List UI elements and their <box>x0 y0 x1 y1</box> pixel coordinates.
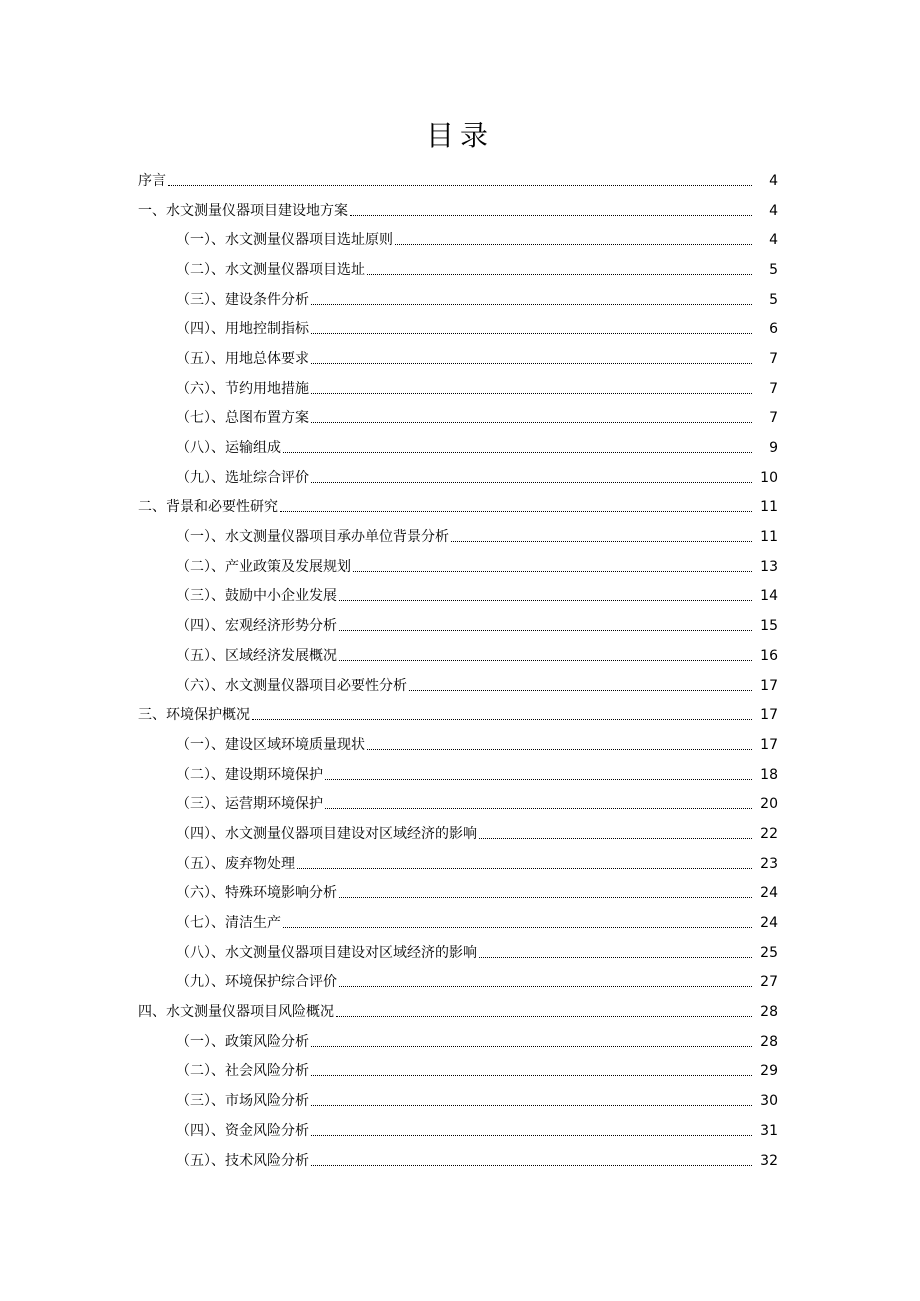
dot-leader <box>367 273 752 275</box>
toc-page-number: 14 <box>760 588 778 605</box>
dot-leader <box>339 985 752 987</box>
dot-leader <box>311 332 752 334</box>
toc-entry-text: （六）、节约用地措施 <box>176 380 309 397</box>
toc-entry-text: （九）、选址综合评价 <box>176 469 309 486</box>
toc-page-number: 5 <box>769 261 778 278</box>
toc-entry-text: 序言 <box>138 172 166 189</box>
toc-entry-text: （五）、用地总体要求 <box>176 350 309 367</box>
dot-leader <box>280 510 752 512</box>
dot-leader <box>283 926 752 928</box>
toc-page-number: 31 <box>760 1122 778 1139</box>
toc-entry-text: （五）、技术风险分析 <box>176 1152 309 1169</box>
dot-leader <box>311 362 752 364</box>
toc-entry-text: （三）、建设条件分析 <box>176 291 309 308</box>
toc-section-entry[interactable] <box>0 611 920 641</box>
toc-entry-text: （二）、水文测量仪器项目选址 <box>176 261 365 278</box>
toc-section-entry[interactable] <box>0 463 920 493</box>
toc-entry-text: （六）、水文测量仪器项目必要性分析 <box>176 677 407 694</box>
toc-page-number: 15 <box>760 618 778 635</box>
dot-leader <box>339 896 752 898</box>
toc-page-number: 11 <box>760 499 778 516</box>
toc-page-number: 18 <box>760 766 778 783</box>
dot-leader <box>479 837 752 839</box>
toc-page-number: 4 <box>769 172 778 189</box>
toc-entry-text: （五）、废弃物处理 <box>176 855 295 872</box>
toc-page-number: 22 <box>760 825 778 842</box>
toc-section-entry[interactable] <box>0 879 920 909</box>
toc-entry-text: （八）、运输组成 <box>176 440 281 457</box>
toc-section-entry[interactable] <box>0 433 920 463</box>
toc-page-number: 11 <box>760 529 778 546</box>
toc-entry-text: （四）、宏观经济形势分析 <box>176 618 337 635</box>
table-of-contents <box>0 166 920 1175</box>
toc-section-entry[interactable] <box>0 255 920 285</box>
toc-section-entry[interactable] <box>0 404 920 434</box>
dot-leader <box>325 807 752 809</box>
toc-section-entry[interactable] <box>0 1116 920 1146</box>
dot-leader <box>350 214 752 216</box>
toc-page-number: 9 <box>769 440 778 457</box>
toc-page-number: 4 <box>769 202 778 219</box>
dot-leader <box>252 718 752 720</box>
dot-leader <box>311 1045 752 1047</box>
toc-section-entry[interactable] <box>0 1027 920 1057</box>
toc-section-entry[interactable] <box>0 285 920 315</box>
toc-page-number: 17 <box>760 707 778 724</box>
toc-page-number: 24 <box>760 885 778 902</box>
toc-page-number: 7 <box>769 410 778 427</box>
toc-page-number: 32 <box>760 1152 778 1169</box>
toc-page-number: 25 <box>760 944 778 961</box>
toc-chapter-entry[interactable] <box>0 196 920 226</box>
toc-section-entry[interactable] <box>0 314 920 344</box>
dot-leader <box>311 421 752 423</box>
toc-page-number: 30 <box>760 1093 778 1110</box>
toc-entry-text: （三）、市场风险分析 <box>176 1093 309 1110</box>
toc-section-entry[interactable] <box>0 908 920 938</box>
toc-section-entry[interactable] <box>0 730 920 760</box>
toc-page-number: 27 <box>760 974 778 991</box>
dot-leader <box>325 778 752 780</box>
toc-entry-text: （四）、资金风险分析 <box>176 1122 309 1139</box>
dot-leader <box>311 1134 752 1136</box>
toc-entry-text: （一）、水文测量仪器项目选址原则 <box>176 232 393 249</box>
toc-entry-text: （二）、产业政策及发展规划 <box>176 558 351 575</box>
dot-leader <box>339 629 752 631</box>
dot-leader <box>409 689 752 691</box>
toc-page-number: 29 <box>760 1063 778 1080</box>
toc-entry-text: （一）、政策风险分析 <box>176 1033 309 1050</box>
toc-page-number: 4 <box>769 232 778 249</box>
toc-entry-text: （二）、社会风险分析 <box>176 1063 309 1080</box>
toc-chapter-entry[interactable] <box>0 997 920 1027</box>
toc-chapter-entry[interactable] <box>0 166 920 196</box>
toc-page-number: 13 <box>760 558 778 575</box>
toc-chapter-entry[interactable] <box>0 493 920 523</box>
dot-leader <box>311 303 752 305</box>
toc-page-number: 6 <box>769 321 778 338</box>
toc-entry-text: 四、水文测量仪器项目风险概况 <box>138 1004 334 1021</box>
dot-leader <box>367 748 752 750</box>
toc-section-entry[interactable] <box>0 552 920 582</box>
toc-section-entry[interactable] <box>0 938 920 968</box>
toc-entry-text: （八）、水文测量仪器项目建设对区域经济的影响 <box>176 944 477 961</box>
toc-entry-text: 一、水文测量仪器项目建设地方案 <box>138 202 348 219</box>
dot-leader <box>311 1074 752 1076</box>
toc-entry-text: （五）、区域经济发展概况 <box>176 647 337 664</box>
toc-section-entry[interactable] <box>0 344 920 374</box>
dot-leader <box>311 1104 752 1106</box>
toc-page-number: 17 <box>760 736 778 753</box>
toc-entry-text: （六）、特殊环境影响分析 <box>176 885 337 902</box>
dot-leader <box>283 451 752 453</box>
dot-leader <box>336 1015 752 1017</box>
toc-entry-text: （一）、水文测量仪器项目承办单位背景分析 <box>176 529 449 546</box>
toc-section-entry[interactable] <box>0 582 920 612</box>
toc-entry-text: 二、背景和必要性研究 <box>138 499 278 516</box>
toc-entry-text: 三、环境保护概况 <box>138 707 250 724</box>
toc-entry-text: （四）、水文测量仪器项目建设对区域经济的影响 <box>176 825 477 842</box>
toc-page-number: 28 <box>760 1004 778 1021</box>
toc-section-entry[interactable] <box>0 1057 920 1087</box>
dot-leader <box>451 540 752 542</box>
dot-leader <box>339 659 752 661</box>
toc-page-number: 16 <box>760 647 778 664</box>
toc-entry-text: （三）、鼓励中小企业发展 <box>176 588 337 605</box>
page-title: 目录 <box>425 119 494 152</box>
toc-section-entry[interactable] <box>0 968 920 998</box>
dot-leader <box>395 243 752 245</box>
toc-page-number: 23 <box>760 855 778 872</box>
toc-page-number: 5 <box>769 291 778 308</box>
toc-entry-text: （七）、清洁生产 <box>176 915 281 932</box>
toc-entry-text: （四）、用地控制指标 <box>176 321 309 338</box>
toc-page-number: 7 <box>769 350 778 367</box>
toc-section-entry[interactable] <box>0 374 920 404</box>
toc-page-number: 20 <box>760 796 778 813</box>
toc-entry-text: （一）、建设区域环境质量现状 <box>176 736 365 753</box>
dot-leader <box>168 184 752 186</box>
toc-chapter-entry[interactable] <box>0 700 920 730</box>
toc-entry-text: （三）、运营期环境保护 <box>176 796 323 813</box>
toc-section-entry[interactable] <box>0 522 920 552</box>
toc-entry-text: （二）、建设期环境保护 <box>176 766 323 783</box>
toc-page-number: 7 <box>769 380 778 397</box>
toc-section-entry[interactable] <box>0 819 920 849</box>
dot-leader <box>311 392 752 394</box>
toc-page-number: 10 <box>760 469 778 486</box>
toc-section-entry[interactable] <box>0 1086 920 1116</box>
dot-leader <box>297 867 752 869</box>
dot-leader <box>311 1164 752 1166</box>
toc-entry-text: （九）、环境保护综合评价 <box>176 974 337 991</box>
dot-leader <box>479 956 752 958</box>
toc-entry-text: （七）、总图布置方案 <box>176 410 309 427</box>
toc-section-entry[interactable] <box>0 760 920 790</box>
toc-section-entry[interactable] <box>0 1146 920 1176</box>
dot-leader <box>311 481 752 483</box>
dot-leader <box>339 599 752 601</box>
toc-section-entry[interactable] <box>0 225 920 255</box>
toc-section-entry[interactable] <box>0 789 920 819</box>
toc-section-entry[interactable] <box>0 641 920 671</box>
toc-page-number: 17 <box>760 677 778 694</box>
toc-page-number: 24 <box>760 915 778 932</box>
toc-section-entry[interactable] <box>0 671 920 701</box>
dot-leader <box>353 570 752 572</box>
toc-section-entry[interactable] <box>0 849 920 879</box>
toc-page-number: 28 <box>760 1033 778 1050</box>
